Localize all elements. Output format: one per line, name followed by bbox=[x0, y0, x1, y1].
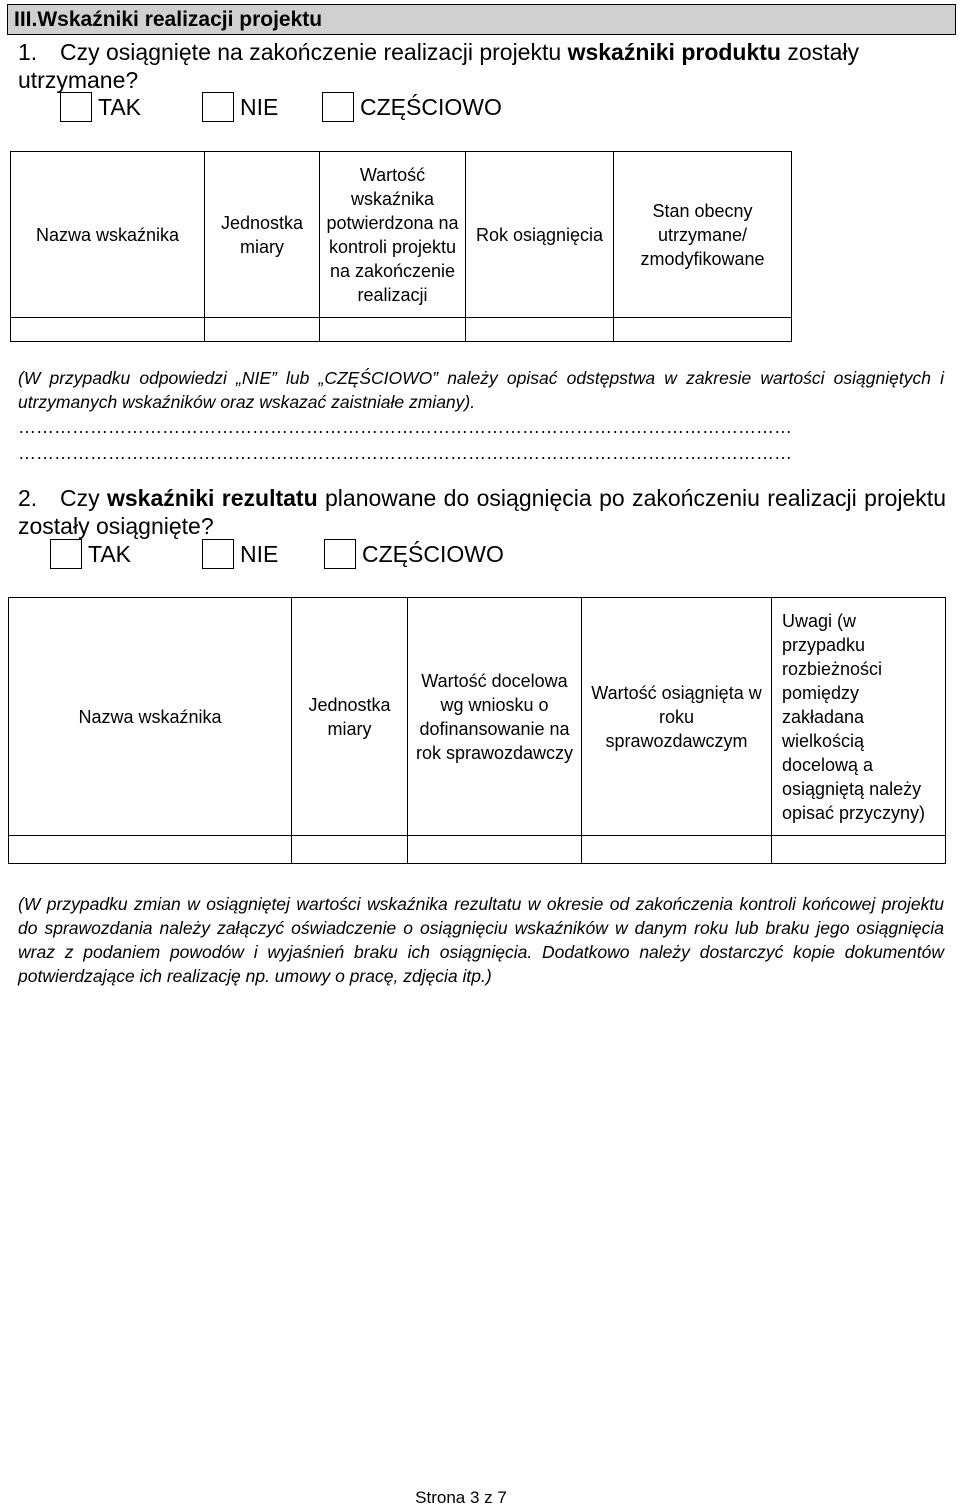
question-text-end: zostały utrzymane? bbox=[18, 39, 859, 93]
checkbox[interactable] bbox=[50, 539, 82, 569]
instruction-note-1: (W przypadku odpowiedzi „NIE” lub „CZĘŚCIOWO” należy opisać odstępstwa w zakresie wartości osiągniętych i utrzymanych wskaźników oraz wskazać zaistniałe zmiany). bbox=[18, 368, 944, 412]
header-cell: Wartość osiągnięta w roku sprawozdawczym bbox=[582, 598, 772, 836]
page-number: Strona 3 z 7 bbox=[415, 1488, 507, 1507]
table-cell[interactable] bbox=[408, 836, 582, 864]
question-1 bbox=[18, 38, 946, 94]
question-bold-text: wskaźniki rezultatu bbox=[107, 485, 318, 511]
header-cell: Stan obecny utrzymane/ zmodyfikowane bbox=[614, 152, 792, 318]
instruction-note-2: (W przypadku zmian w osiągniętej wartości wskaźnika rezultatu w okresie od zakończenia kontroli końcowej projektu do sprawozdania należy załączyć oświadczenie o osiągnięciu wskaźników w danym roku lub braku jego osiągnięcia wraz z podaniem powodów i wyjaśnień braku ich osiągnięcia. Dodatkowo należy dostarczyć kopie dokumentów potwierdzające ich realizację np. umowy o pracę, zdjęcia itp.) bbox=[18, 894, 944, 986]
answer-line[interactable]: ………………………………………………………………………………………………………………… bbox=[18, 443, 792, 463]
checkbox[interactable] bbox=[322, 92, 354, 122]
question-bold-text: wskaźniki produktu bbox=[567, 39, 781, 65]
table-cell[interactable] bbox=[772, 836, 946, 864]
header-cell: Nazwa wskaźnika bbox=[11, 152, 205, 318]
option-label: CZĘŚCIOWO bbox=[362, 541, 504, 567]
table-cell[interactable] bbox=[205, 318, 320, 342]
table-cell[interactable] bbox=[582, 836, 772, 864]
header-cell: Wartość docelowa wg wniosku o dofinansowanie na rok sprawozdawczy bbox=[408, 598, 582, 836]
option-label: TAK bbox=[98, 94, 142, 120]
question-text-end: planowane do osiągnięcia po zakończeniu realizacji projektu zostały osiągnięte? bbox=[18, 485, 946, 539]
option-tak[interactable] bbox=[50, 539, 131, 569]
checkbox[interactable] bbox=[324, 539, 356, 569]
question-number: 2. bbox=[18, 485, 38, 511]
table-cell[interactable] bbox=[11, 318, 205, 342]
checkbox[interactable] bbox=[202, 92, 234, 122]
header-cell: Jednostka miary bbox=[292, 598, 408, 836]
option-label: TAK bbox=[88, 541, 132, 567]
answer-line[interactable]: ………………………………………………………………………………………………………………… bbox=[18, 417, 792, 437]
option-nie[interactable] bbox=[202, 92, 278, 122]
table-row[interactable] bbox=[9, 836, 946, 864]
option-tak[interactable] bbox=[60, 92, 141, 122]
result-indicators-table bbox=[8, 597, 946, 864]
header-cell: Jednostka miary bbox=[205, 152, 320, 318]
question-number: 1. bbox=[18, 39, 38, 65]
table-cell[interactable] bbox=[9, 836, 292, 864]
product-indicators-table bbox=[10, 151, 792, 342]
header-cell: Nazwa wskaźnika bbox=[9, 598, 292, 836]
section-title: III.Wskaźniki realizacji projektu bbox=[7, 4, 956, 35]
header-cell: Uwagi (w przypadku rozbieżności pomiędzy zakładana wielkością docelową a osiągniętą należy opisać przyczyny) bbox=[772, 598, 946, 836]
table-header-row bbox=[11, 152, 792, 318]
table-cell[interactable] bbox=[466, 318, 614, 342]
option-czesciowo[interactable] bbox=[324, 539, 504, 569]
table-header-row bbox=[9, 598, 946, 836]
table-cell[interactable] bbox=[320, 318, 466, 342]
option-label: NIE bbox=[240, 541, 279, 567]
table-cell[interactable] bbox=[614, 318, 792, 342]
question-text: Czy bbox=[60, 485, 107, 511]
checkbox[interactable] bbox=[60, 92, 92, 122]
table-cell[interactable] bbox=[292, 836, 408, 864]
header-cell: Wartość wskaźnika potwierdzona na kontroli projektu na zakończenie realizacji bbox=[320, 152, 466, 318]
checkbox[interactable] bbox=[202, 539, 234, 569]
option-label: CZĘŚCIOWO bbox=[360, 94, 502, 120]
question-text: Czy osiągnięte na zakończenie realizacji projektu bbox=[60, 39, 568, 65]
table-row[interactable] bbox=[11, 318, 792, 342]
question-2 bbox=[18, 484, 946, 540]
option-nie[interactable] bbox=[202, 539, 278, 569]
option-czesciowo[interactable] bbox=[322, 92, 502, 122]
option-label: NIE bbox=[240, 94, 279, 120]
header-cell: Rok osiągnięcia bbox=[466, 152, 614, 318]
